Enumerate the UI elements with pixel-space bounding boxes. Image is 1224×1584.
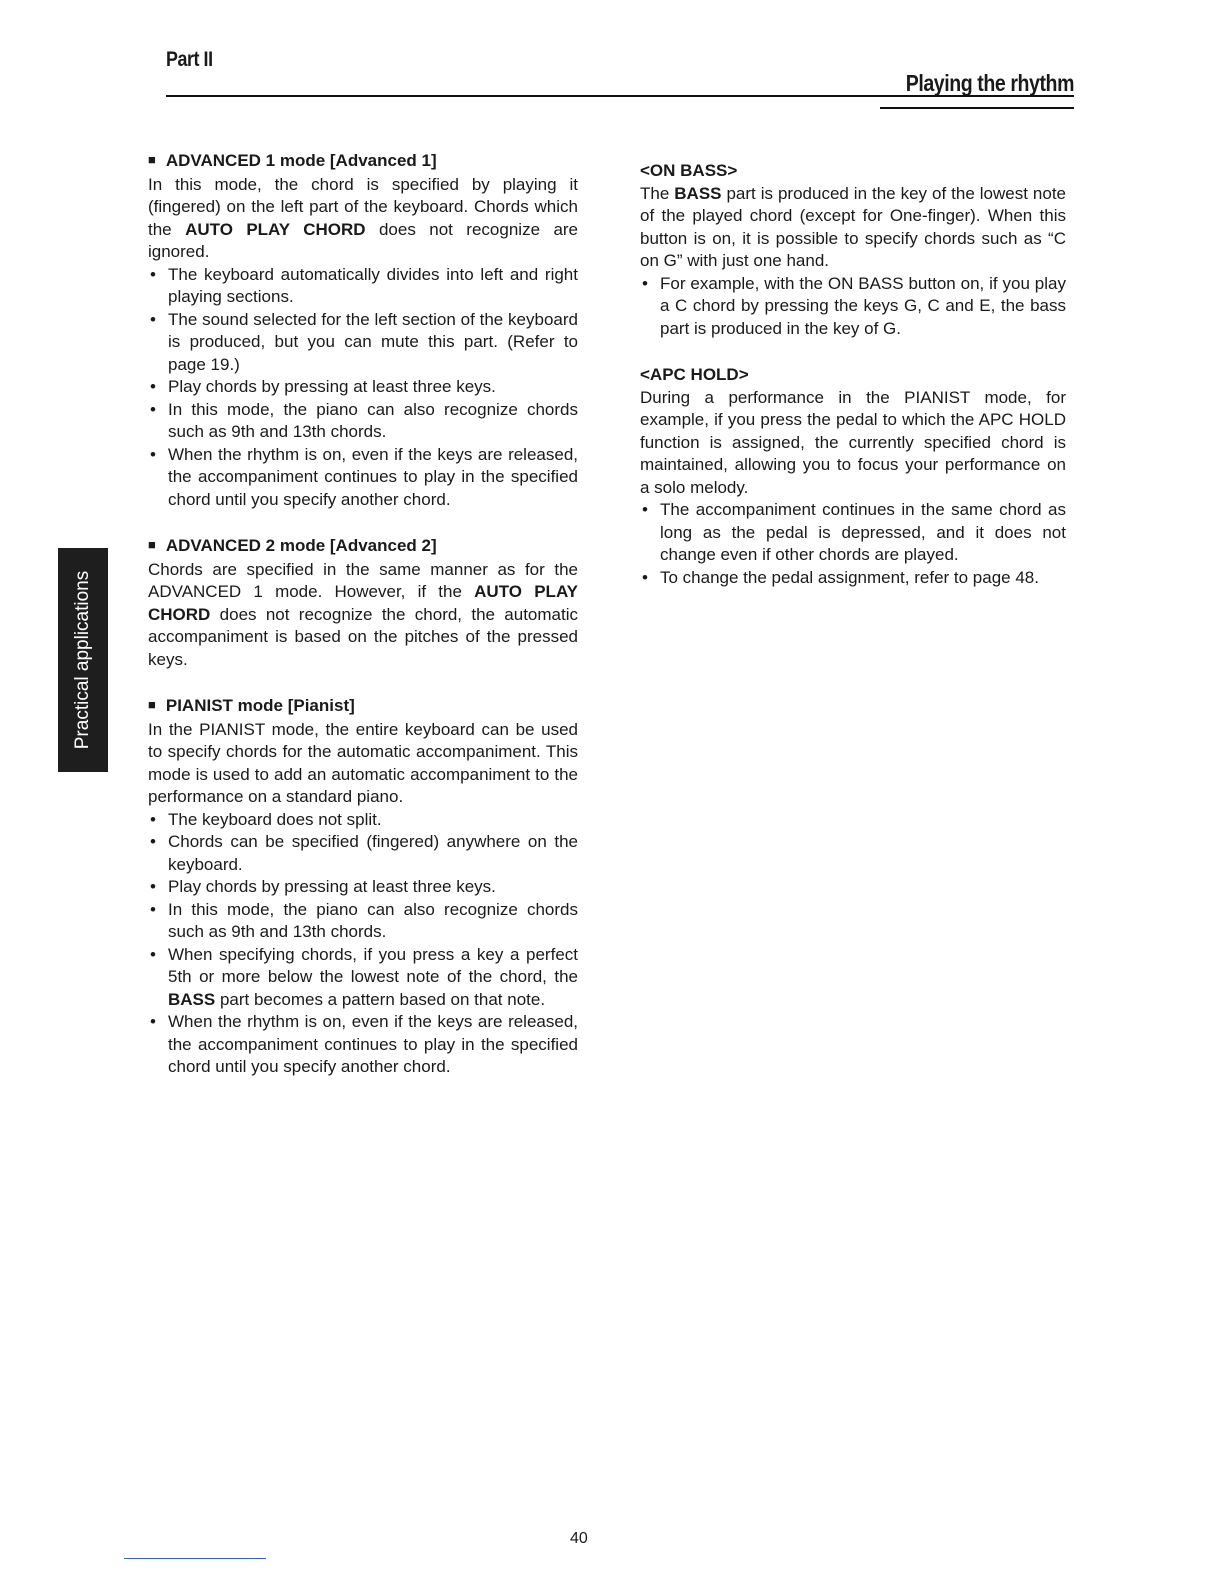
list-item: • The sound selected for the left section of the keyboard is produced, but you can mute this part. (Refer to page 19.)	[148, 309, 578, 377]
list-item: • When the rhythm is on, even if the keys are released, the accompaniment continues to play in the specified chord until you specify another chord.	[148, 444, 578, 512]
pianist-bullet5-text: When specifying chords, if you press a key a perfect 5th or more below the lowest note of the chord, the	[168, 944, 578, 986]
section-advanced-2	[148, 535, 578, 671]
list-item: • In this mode, the piano can also recognize chords such as 9th and 13th chords.	[148, 899, 578, 944]
apc-hold-bullets	[640, 499, 1066, 589]
page-number: 40	[570, 1530, 588, 1547]
on-bass-text	[640, 183, 1066, 273]
advanced-1-intro	[148, 174, 578, 264]
section-apc-hold	[640, 364, 1066, 589]
apc-hold-text: During a performance in the PIANIST mode, for example, if you press the pedal to which the APC HOLD function is assigned, the currently specified chord is maintained, allowing you to focus your performance on a solo melody.	[640, 387, 1066, 497]
list-item: • The keyboard automatically divides into left and right playing sections.	[148, 264, 578, 309]
section-title: Playing the rhythm	[905, 70, 1074, 96]
pianist-intro: In the PIANIST mode, the entire keyboard can be used to specify chords for the automatic accompaniment. This mode is used to add an automatic accompaniment to the performance on a standard piano.	[148, 719, 578, 806]
list-item: • In this mode, the piano can also recognize chords such as 9th and 13th chords.	[148, 399, 578, 444]
advanced-2-text-bold: AUTO PLAY CHORD	[148, 582, 578, 624]
list-item: • Play chords by pressing at least three keys.	[148, 876, 578, 899]
footer-rule	[124, 1558, 266, 1559]
on-bass-text-bold: BASS	[674, 183, 722, 203]
header-rule	[166, 95, 1074, 97]
advanced-1-bullets	[148, 264, 578, 512]
pianist-bullet5-bold: BASS	[168, 989, 216, 1009]
list-item: • For example, with the ON BASS button on, if you play a C chord by pressing the keys G, C and E, the bass part is produced in the key of G.	[640, 273, 1066, 341]
heading-apc-hold: <APC HOLD>	[640, 365, 749, 384]
heading-on-bass: <ON BASS>	[640, 161, 738, 180]
right-column	[640, 160, 1066, 613]
list-item: • Chords can be specified (fingered) anywhere on the keyboard.	[148, 831, 578, 876]
section-pianist	[148, 695, 578, 1079]
list-item: • The accompaniment continues in the same chord as long as the pedal is depressed, and it does not change even if other chords are played.	[640, 499, 1066, 567]
side-tab-label: Practical applications	[72, 570, 93, 750]
part-label: Part II	[166, 48, 213, 71]
list-item: • To change the pedal assignment, refer to page 48.	[640, 567, 1066, 590]
advanced-2-text	[148, 559, 578, 672]
pianist-bullets	[148, 809, 578, 1079]
advanced-1-intro-bold: AUTO PLAY CHORD	[185, 219, 366, 239]
list-item: • Play chords by pressing at least three keys.	[148, 376, 578, 399]
on-bass-bullets	[640, 273, 1066, 341]
section-advanced-1	[148, 150, 578, 511]
advanced-2-text-start: Chords are specified in the same manner as for the ADVANCED 1 mode. However, if the	[148, 559, 578, 601]
left-column	[148, 150, 578, 1103]
heading-pianist: ■ PIANIST mode [Pianist]	[148, 695, 578, 719]
list-item: • When the rhythm is on, even if the keys are released, the accompaniment continues to play in the specified chord until you specify another chord.	[148, 1011, 578, 1079]
on-bass-text-end: part is produced in the key of the lowest note of the played chord (except for One-finger). When this button is on, it is possible to specify chords such as “C on G” with just one hand.	[640, 183, 1066, 270]
side-tab	[58, 548, 108, 772]
advanced-2-text-end: does not recognize the chord, the automatic accompaniment is based on the pitches of the pressed keys.	[148, 604, 578, 669]
heading-advanced-2: ■ ADVANCED 2 mode [Advanced 2]	[148, 535, 578, 559]
list-item: • The keyboard does not split.	[148, 809, 578, 832]
on-bass-text-start: The	[640, 183, 675, 203]
advanced-1-intro-text: In this mode, the chord is specified by playing it (fingered) on the left part of the keyboard. Chords which the	[148, 174, 578, 239]
list-item	[148, 944, 578, 1012]
heading-advanced-1: ■ ADVANCED 1 mode [Advanced 1]	[148, 150, 578, 174]
pianist-bullet5-text-end: part becomes a pattern based on that note.	[215, 989, 546, 1009]
header-rule-accent	[880, 107, 1074, 109]
advanced-1-intro-text-end: does not recognize are ignored.	[148, 219, 579, 261]
section-on-bass	[640, 160, 1066, 340]
